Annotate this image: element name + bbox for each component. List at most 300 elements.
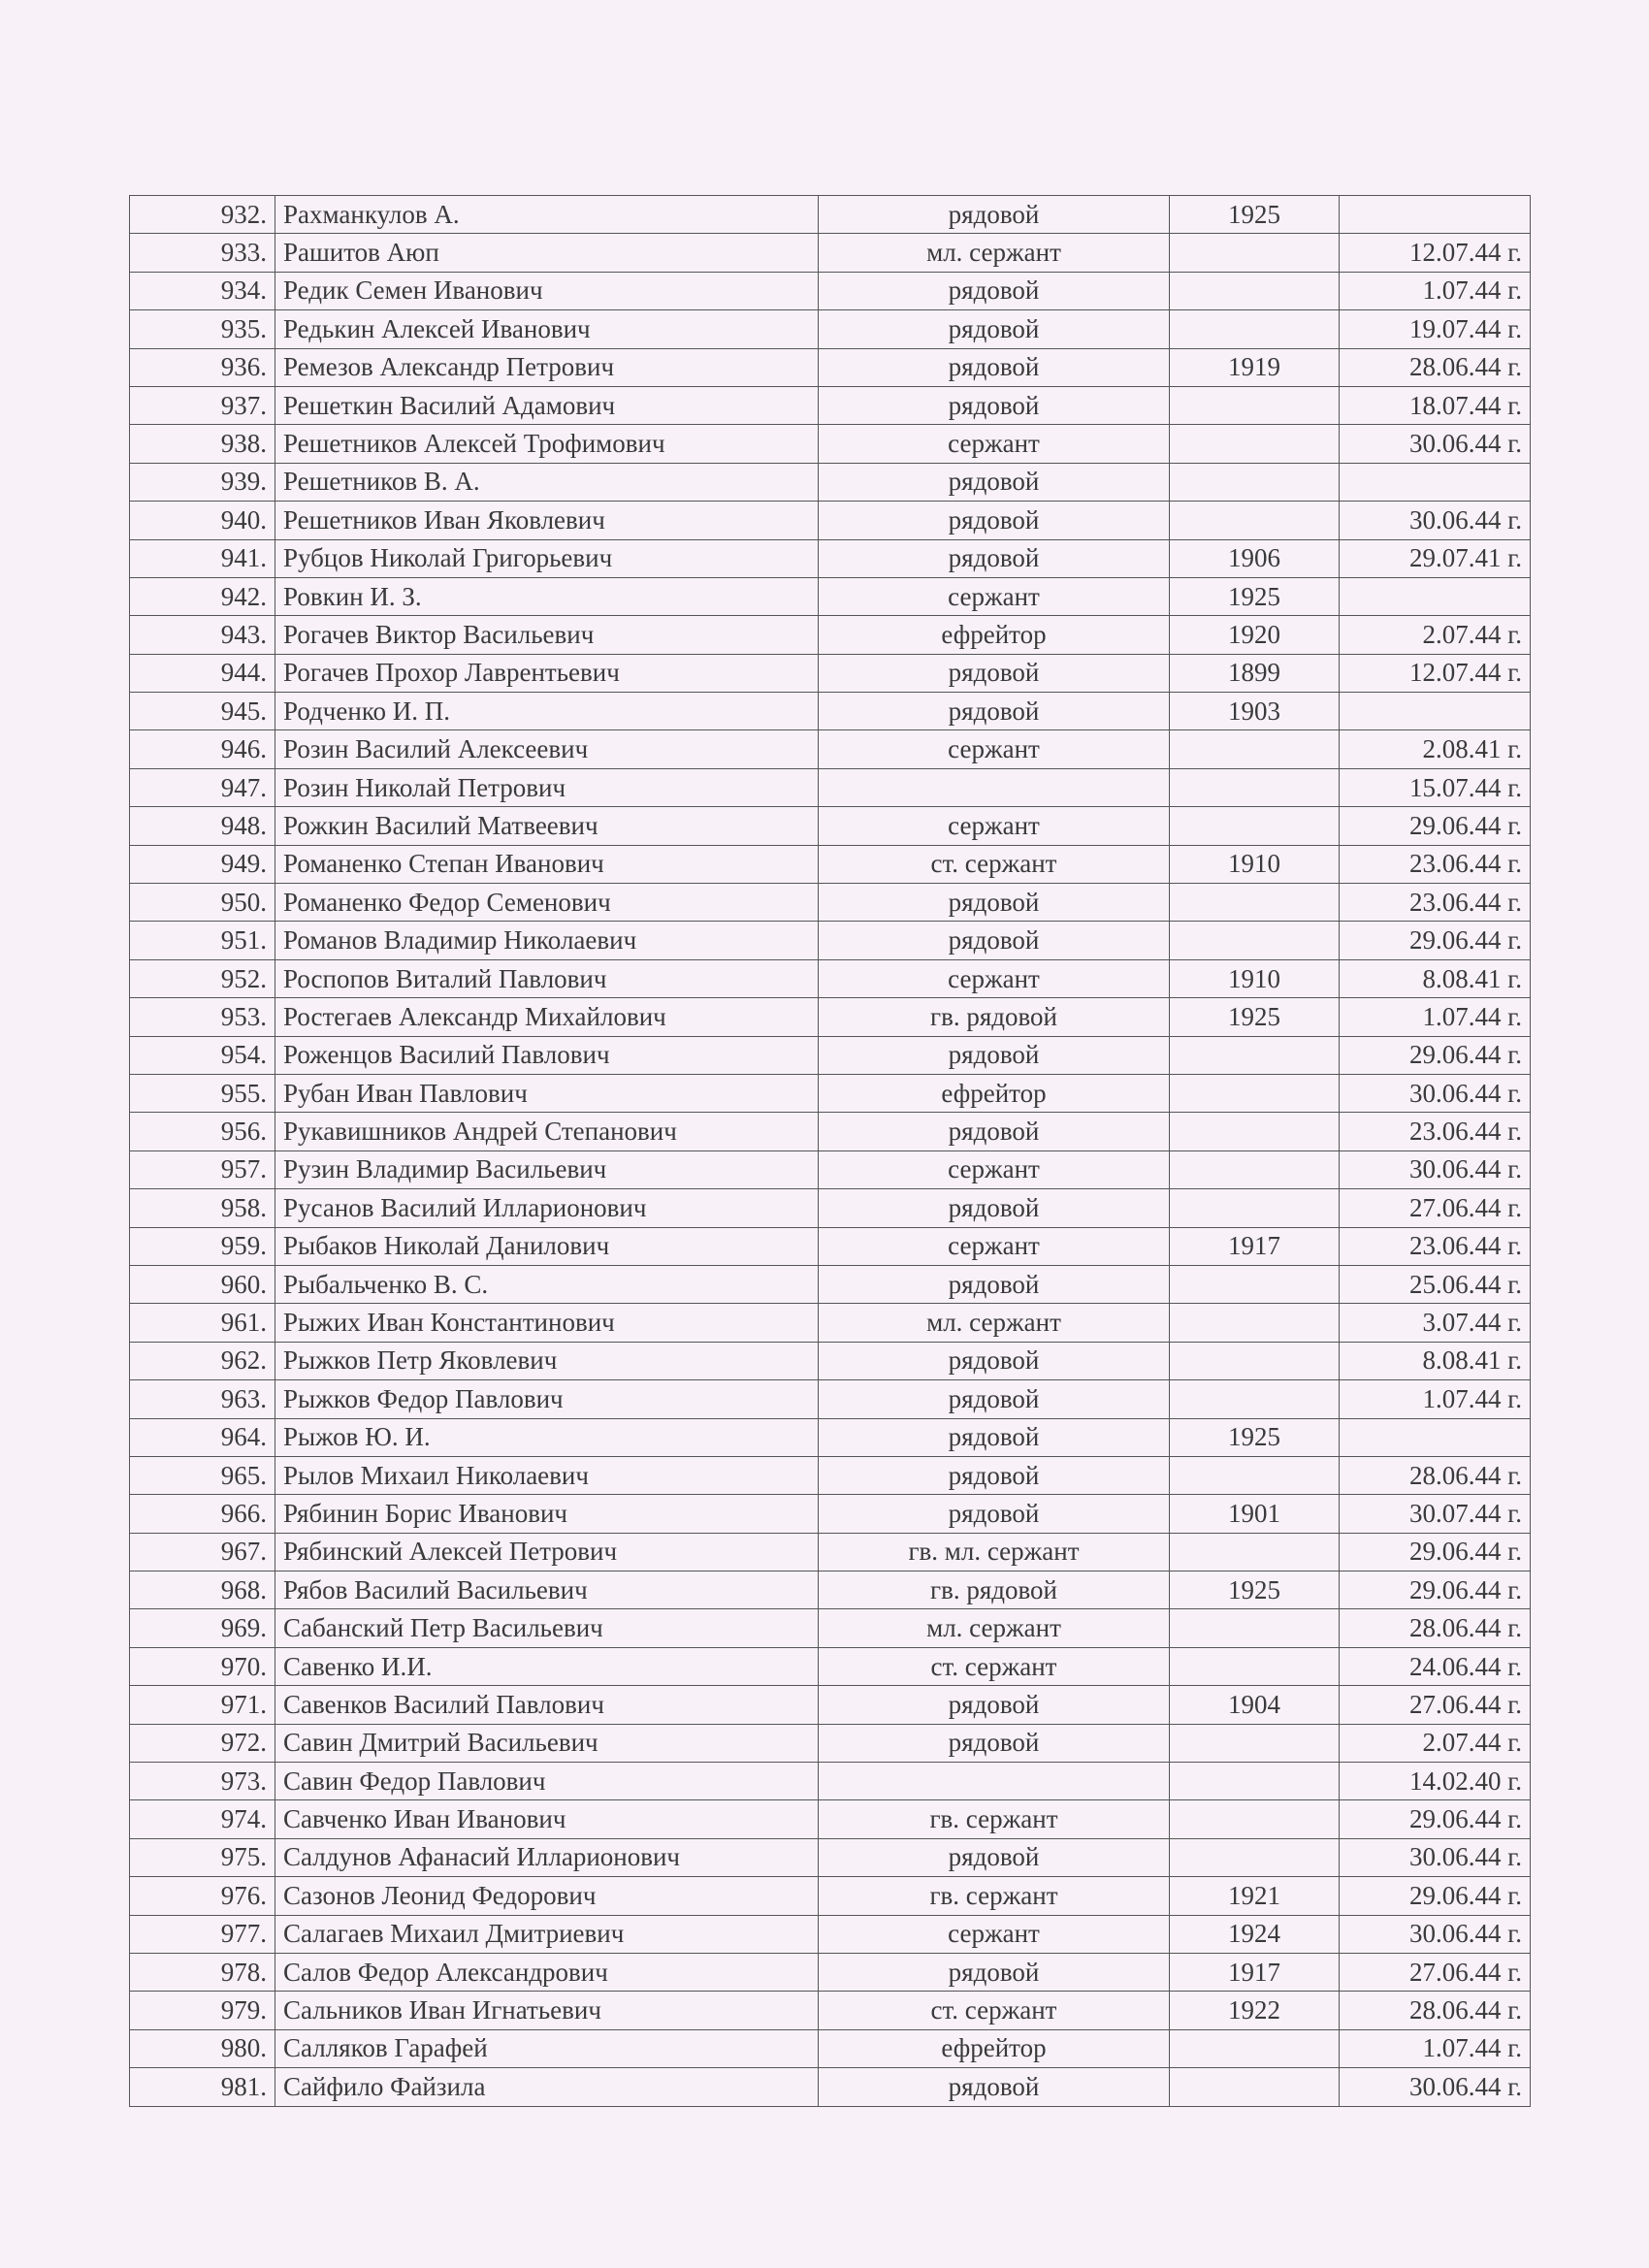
table-row	[130, 1877, 1531, 1915]
row-number: 936.	[130, 348, 275, 386]
row-number: 966.	[130, 1495, 275, 1533]
table-row	[130, 959, 1531, 997]
row-number: 974.	[130, 1800, 275, 1838]
death-date: 19.07.44 г.	[1340, 310, 1531, 348]
birth-year	[1170, 234, 1340, 272]
military-rank	[819, 768, 1170, 806]
person-name: Решетников В. А.	[275, 463, 819, 501]
birth-year	[1170, 463, 1340, 501]
row-number: 956.	[130, 1113, 275, 1150]
person-name: Рылов Михаил Николаевич	[275, 1456, 819, 1494]
table-row	[130, 425, 1531, 463]
birth-year: 1925	[1170, 577, 1340, 615]
death-date	[1340, 693, 1531, 730]
row-number: 937.	[130, 386, 275, 424]
birth-year	[1170, 1647, 1340, 1685]
birth-year	[1170, 1074, 1340, 1112]
death-date: 30.06.44 г.	[1340, 1915, 1531, 1953]
row-number: 948.	[130, 807, 275, 845]
military-rank: ст. сержант	[819, 1647, 1170, 1685]
death-date: 28.06.44 г.	[1340, 1609, 1531, 1647]
person-name: Рукавишников Андрей Степанович	[275, 1113, 819, 1150]
birth-year	[1170, 1113, 1340, 1150]
person-name: Рогачев Прохор Лаврентьевич	[275, 654, 819, 692]
person-name: Салляков Гарафей	[275, 2029, 819, 2067]
row-number: 934.	[130, 272, 275, 309]
death-date: 23.06.44 г.	[1340, 1227, 1531, 1265]
row-number: 967.	[130, 1533, 275, 1571]
table-row	[130, 1380, 1531, 1418]
table-row	[130, 1304, 1531, 1342]
birth-year: 1917	[1170, 1953, 1340, 1991]
death-date: 29.06.44 г.	[1340, 807, 1531, 845]
death-date	[1340, 196, 1531, 234]
row-number: 950.	[130, 884, 275, 922]
roster-body	[130, 196, 1531, 2107]
birth-year	[1170, 1609, 1340, 1647]
birth-year	[1170, 730, 1340, 768]
death-date: 12.07.44 г.	[1340, 234, 1531, 272]
table-row	[130, 386, 1531, 424]
military-rank: рядовой	[819, 1189, 1170, 1227]
person-name: Рябинский Алексей Петрович	[275, 1533, 819, 1571]
birth-year	[1170, 1265, 1340, 1303]
death-date: 29.06.44 г.	[1340, 1036, 1531, 1074]
military-rank: сержант	[819, 959, 1170, 997]
military-rank: рядовой	[819, 196, 1170, 234]
row-number: 977.	[130, 1915, 275, 1953]
death-date: 30.06.44 г.	[1340, 1074, 1531, 1112]
table-row	[130, 1647, 1531, 1685]
military-rank: рядовой	[819, 348, 1170, 386]
birth-year	[1170, 1533, 1340, 1571]
person-name: Савин Федор Павлович	[275, 1763, 819, 1800]
person-name: Розин Василий Алексеевич	[275, 730, 819, 768]
military-rank: ст. сержант	[819, 1992, 1170, 2029]
row-number: 965.	[130, 1456, 275, 1494]
table-row	[130, 1456, 1531, 1494]
military-rank: рядовой	[819, 502, 1170, 539]
row-number: 938.	[130, 425, 275, 463]
row-number: 973.	[130, 1763, 275, 1800]
table-row	[130, 1074, 1531, 1112]
military-rank	[819, 1763, 1170, 1800]
birth-year: 1925	[1170, 1418, 1340, 1456]
military-rank: гв. сержант	[819, 1800, 1170, 1838]
row-number: 964.	[130, 1418, 275, 1456]
military-rank: сержант	[819, 730, 1170, 768]
birth-year	[1170, 768, 1340, 806]
person-name: Рогачев Виктор Васильевич	[275, 616, 819, 654]
person-name: Редькин Алексей Иванович	[275, 310, 819, 348]
birth-year	[1170, 2029, 1340, 2067]
table-row	[130, 539, 1531, 577]
roster-table	[129, 195, 1531, 2107]
table-row	[130, 577, 1531, 615]
military-rank: мл. сержант	[819, 234, 1170, 272]
row-number: 979.	[130, 1992, 275, 2029]
table-row	[130, 1189, 1531, 1227]
row-number: 943.	[130, 616, 275, 654]
birth-year	[1170, 502, 1340, 539]
death-date: 28.06.44 г.	[1340, 1992, 1531, 2029]
table-row	[130, 1686, 1531, 1724]
birth-year	[1170, 1342, 1340, 1379]
death-date: 28.06.44 г.	[1340, 348, 1531, 386]
table-row	[130, 1265, 1531, 1303]
row-number: 978.	[130, 1953, 275, 1991]
row-number: 959.	[130, 1227, 275, 1265]
birth-year	[1170, 1150, 1340, 1188]
row-number: 932.	[130, 196, 275, 234]
military-rank: рядовой	[819, 693, 1170, 730]
person-name: Рыбальченко В. С.	[275, 1265, 819, 1303]
table-row	[130, 654, 1531, 692]
death-date: 2.08.41 г.	[1340, 730, 1531, 768]
row-number: 975.	[130, 1838, 275, 1876]
person-name: Рябинин Борис Иванович	[275, 1495, 819, 1533]
death-date: 3.07.44 г.	[1340, 1304, 1531, 1342]
death-date: 30.06.44 г.	[1340, 1150, 1531, 1188]
table-row	[130, 348, 1531, 386]
military-rank: рядовой	[819, 463, 1170, 501]
table-row	[130, 502, 1531, 539]
death-date: 27.06.44 г.	[1340, 1953, 1531, 1991]
death-date: 29.06.44 г.	[1340, 1800, 1531, 1838]
row-number: 942.	[130, 577, 275, 615]
military-rank: гв. рядовой	[819, 998, 1170, 1036]
death-date: 29.06.44 г.	[1340, 922, 1531, 959]
birth-year: 1921	[1170, 1877, 1340, 1915]
person-name: Савин Дмитрий Васильевич	[275, 1724, 819, 1762]
military-rank: ст. сержант	[819, 845, 1170, 883]
military-rank: ефрейтор	[819, 616, 1170, 654]
death-date: 30.06.44 г.	[1340, 1838, 1531, 1876]
row-number: 947.	[130, 768, 275, 806]
person-name: Рахманкулов А.	[275, 196, 819, 234]
person-name: Романенко Федор Семенович	[275, 884, 819, 922]
person-name: Рыбаков Николай Данилович	[275, 1227, 819, 1265]
military-rank: рядовой	[819, 1686, 1170, 1724]
birth-year: 1901	[1170, 1495, 1340, 1533]
table-row	[130, 196, 1531, 234]
person-name: Редик Семен Иванович	[275, 272, 819, 309]
military-rank: рядовой	[819, 310, 1170, 348]
row-number: 944.	[130, 654, 275, 692]
table-row	[130, 2068, 1531, 2106]
death-date: 1.07.44 г.	[1340, 2029, 1531, 2067]
table-row	[130, 884, 1531, 922]
table-row	[130, 922, 1531, 959]
row-number: 953.	[130, 998, 275, 1036]
row-number: 981.	[130, 2068, 275, 2106]
military-rank: рядовой	[819, 1036, 1170, 1074]
person-name: Савенков Василий Павлович	[275, 1686, 819, 1724]
military-rank: рядовой	[819, 1495, 1170, 1533]
table-row	[130, 310, 1531, 348]
table-row	[130, 693, 1531, 730]
death-date	[1340, 1418, 1531, 1456]
person-name: Решеткин Василий Адамович	[275, 386, 819, 424]
birth-year	[1170, 1800, 1340, 1838]
person-name: Романов Владимир Николаевич	[275, 922, 819, 959]
table-row	[130, 1724, 1531, 1762]
death-date: 24.06.44 г.	[1340, 1647, 1531, 1685]
death-date: 12.07.44 г.	[1340, 654, 1531, 692]
military-rank: ефрейтор	[819, 2029, 1170, 2067]
person-name: Салдунов Афанасий Илларионович	[275, 1838, 819, 1876]
table-row	[130, 2029, 1531, 2067]
military-rank: рядовой	[819, 1342, 1170, 1379]
table-row	[130, 1992, 1531, 2029]
row-number: 939.	[130, 463, 275, 501]
row-number: 958.	[130, 1189, 275, 1227]
birth-year	[1170, 1189, 1340, 1227]
death-date: 30.07.44 г.	[1340, 1495, 1531, 1533]
table-row	[130, 1571, 1531, 1609]
death-date: 2.07.44 г.	[1340, 616, 1531, 654]
birth-year: 1917	[1170, 1227, 1340, 1265]
military-rank: сержант	[819, 1915, 1170, 1953]
row-number: 954.	[130, 1036, 275, 1074]
person-name: Сабанский Петр Васильевич	[275, 1609, 819, 1647]
death-date: 23.06.44 г.	[1340, 1113, 1531, 1150]
row-number: 933.	[130, 234, 275, 272]
death-date	[1340, 463, 1531, 501]
military-rank: ефрейтор	[819, 1074, 1170, 1112]
birth-year: 1919	[1170, 348, 1340, 386]
military-rank: гв. сержант	[819, 1877, 1170, 1915]
death-date: 1.07.44 г.	[1340, 1380, 1531, 1418]
birth-year	[1170, 922, 1340, 959]
person-name: Ремезов Александр Петрович	[275, 348, 819, 386]
table-row	[130, 845, 1531, 883]
table-row	[130, 1495, 1531, 1533]
death-date: 14.02.40 г.	[1340, 1763, 1531, 1800]
table-row	[130, 1150, 1531, 1188]
row-number: 971.	[130, 1686, 275, 1724]
birth-year	[1170, 425, 1340, 463]
row-number: 972.	[130, 1724, 275, 1762]
table-row	[130, 1953, 1531, 1991]
death-date: 29.06.44 г.	[1340, 1571, 1531, 1609]
table-row	[130, 463, 1531, 501]
death-date: 8.08.41 г.	[1340, 959, 1531, 997]
table-row	[130, 807, 1531, 845]
death-date	[1340, 577, 1531, 615]
military-rank: рядовой	[819, 1113, 1170, 1150]
person-name: Розин Николай Петрович	[275, 768, 819, 806]
military-rank: рядовой	[819, 1418, 1170, 1456]
birth-year: 1922	[1170, 1992, 1340, 2029]
birth-year: 1925	[1170, 998, 1340, 1036]
death-date: 30.06.44 г.	[1340, 502, 1531, 539]
person-name: Решетников Алексей Трофимович	[275, 425, 819, 463]
person-name: Сазонов Леонид Федорович	[275, 1877, 819, 1915]
table-row	[130, 616, 1531, 654]
death-date: 27.06.44 г.	[1340, 1189, 1531, 1227]
table-row	[130, 1838, 1531, 1876]
birth-year	[1170, 272, 1340, 309]
birth-year: 1910	[1170, 959, 1340, 997]
row-number: 970.	[130, 1647, 275, 1685]
birth-year	[1170, 2068, 1340, 2106]
death-date: 27.06.44 г.	[1340, 1686, 1531, 1724]
birth-year: 1924	[1170, 1915, 1340, 1953]
birth-year: 1899	[1170, 654, 1340, 692]
birth-year	[1170, 1456, 1340, 1494]
military-rank: гв. рядовой	[819, 1571, 1170, 1609]
military-rank: рядовой	[819, 386, 1170, 424]
military-rank: рядовой	[819, 1838, 1170, 1876]
death-date: 15.07.44 г.	[1340, 768, 1531, 806]
death-date: 28.06.44 г.	[1340, 1456, 1531, 1494]
row-number: 968.	[130, 1571, 275, 1609]
person-name: Роспопов Виталий Павлович	[275, 959, 819, 997]
table-row	[130, 1342, 1531, 1379]
row-number: 941.	[130, 539, 275, 577]
person-name: Рыжов Ю. И.	[275, 1418, 819, 1456]
person-name: Салагаев Михаил Дмитриевич	[275, 1915, 819, 1953]
military-rank: рядовой	[819, 884, 1170, 922]
person-name: Рыжков Федор Павлович	[275, 1380, 819, 1418]
table-row	[130, 1800, 1531, 1838]
table-row	[130, 768, 1531, 806]
person-name: Ровкин И. З.	[275, 577, 819, 615]
birth-year	[1170, 386, 1340, 424]
birth-year: 1910	[1170, 845, 1340, 883]
death-date: 18.07.44 г.	[1340, 386, 1531, 424]
birth-year	[1170, 1724, 1340, 1762]
death-date: 29.07.41 г.	[1340, 539, 1531, 577]
military-rank: сержант	[819, 425, 1170, 463]
person-name: Романенко Степан Иванович	[275, 845, 819, 883]
table-row	[130, 1036, 1531, 1074]
person-name: Рыжих Иван Константинович	[275, 1304, 819, 1342]
military-rank: мл. сержант	[819, 1609, 1170, 1647]
person-name: Рубцов Николай Григорьевич	[275, 539, 819, 577]
person-name: Рашитов Аюп	[275, 234, 819, 272]
person-name: Рыжков Петр Яковлевич	[275, 1342, 819, 1379]
row-number: 946.	[130, 730, 275, 768]
death-date: 29.06.44 г.	[1340, 1877, 1531, 1915]
row-number: 962.	[130, 1342, 275, 1379]
person-name: Ростегаев Александр Михайлович	[275, 998, 819, 1036]
birth-year	[1170, 1763, 1340, 1800]
military-rank: рядовой	[819, 539, 1170, 577]
birth-year	[1170, 1304, 1340, 1342]
row-number: 955.	[130, 1074, 275, 1112]
military-rank: рядовой	[819, 2068, 1170, 2106]
person-name: Рузин Владимир Васильевич	[275, 1150, 819, 1188]
birth-year: 1920	[1170, 616, 1340, 654]
military-rank: рядовой	[819, 1456, 1170, 1494]
person-name: Родченко И. П.	[275, 693, 819, 730]
military-rank: рядовой	[819, 922, 1170, 959]
military-rank: рядовой	[819, 1724, 1170, 1762]
table-row	[130, 998, 1531, 1036]
person-name: Решетников Иван Яковлевич	[275, 502, 819, 539]
military-rank: рядовой	[819, 272, 1170, 309]
military-rank: сержант	[819, 1150, 1170, 1188]
person-name: Рубан Иван Павлович	[275, 1074, 819, 1112]
birth-year: 1906	[1170, 539, 1340, 577]
table-row	[130, 234, 1531, 272]
death-date: 1.07.44 г.	[1340, 998, 1531, 1036]
row-number: 940.	[130, 502, 275, 539]
row-number: 949.	[130, 845, 275, 883]
table-row	[130, 1763, 1531, 1800]
table-row	[130, 1915, 1531, 1953]
person-name: Савенко И.И.	[275, 1647, 819, 1685]
military-rank: сержант	[819, 577, 1170, 615]
row-number: 935.	[130, 310, 275, 348]
death-date: 2.07.44 г.	[1340, 1724, 1531, 1762]
death-date: 8.08.41 г.	[1340, 1342, 1531, 1379]
death-date: 30.06.44 г.	[1340, 425, 1531, 463]
military-rank: рядовой	[819, 1265, 1170, 1303]
birth-year	[1170, 1838, 1340, 1876]
row-number: 951.	[130, 922, 275, 959]
table-row	[130, 1227, 1531, 1265]
military-rank: рядовой	[819, 1953, 1170, 1991]
person-name: Сальников Иван Игнатьевич	[275, 1992, 819, 2029]
birth-year	[1170, 310, 1340, 348]
birth-year	[1170, 884, 1340, 922]
row-number: 963.	[130, 1380, 275, 1418]
table-row	[130, 272, 1531, 309]
military-rank: гв. мл. сержант	[819, 1533, 1170, 1571]
military-rank: мл. сержант	[819, 1304, 1170, 1342]
death-date: 29.06.44 г.	[1340, 1533, 1531, 1571]
person-name: Русанов Василий Илларионович	[275, 1189, 819, 1227]
table-row	[130, 1113, 1531, 1150]
military-rank: рядовой	[819, 1380, 1170, 1418]
death-date: 23.06.44 г.	[1340, 845, 1531, 883]
birth-year	[1170, 1036, 1340, 1074]
birth-year: 1904	[1170, 1686, 1340, 1724]
person-name: Роженцов Василий Павлович	[275, 1036, 819, 1074]
row-number: 960.	[130, 1265, 275, 1303]
row-number: 961.	[130, 1304, 275, 1342]
death-date: 30.06.44 г.	[1340, 2068, 1531, 2106]
table-row	[130, 1533, 1531, 1571]
military-rank: сержант	[819, 807, 1170, 845]
person-name: Рябов Василий Васильевич	[275, 1571, 819, 1609]
birth-year	[1170, 1380, 1340, 1418]
table-row	[130, 1609, 1531, 1647]
row-number: 945.	[130, 693, 275, 730]
person-name: Рожкин Василий Матвеевич	[275, 807, 819, 845]
person-name: Салов Федор Александрович	[275, 1953, 819, 1991]
row-number: 969.	[130, 1609, 275, 1647]
death-date: 1.07.44 г.	[1340, 272, 1531, 309]
death-date: 25.06.44 г.	[1340, 1265, 1531, 1303]
person-name: Савченко Иван Иванович	[275, 1800, 819, 1838]
table-row	[130, 1418, 1531, 1456]
death-date: 23.06.44 г.	[1340, 884, 1531, 922]
row-number: 976.	[130, 1877, 275, 1915]
row-number: 957.	[130, 1150, 275, 1188]
military-rank: сержант	[819, 1227, 1170, 1265]
table-row	[130, 730, 1531, 768]
row-number: 952.	[130, 959, 275, 997]
birth-year: 1925	[1170, 1571, 1340, 1609]
person-name: Сайфило Файзила	[275, 2068, 819, 2106]
row-number: 980.	[130, 2029, 275, 2067]
birth-year: 1925	[1170, 196, 1340, 234]
birth-year: 1903	[1170, 693, 1340, 730]
